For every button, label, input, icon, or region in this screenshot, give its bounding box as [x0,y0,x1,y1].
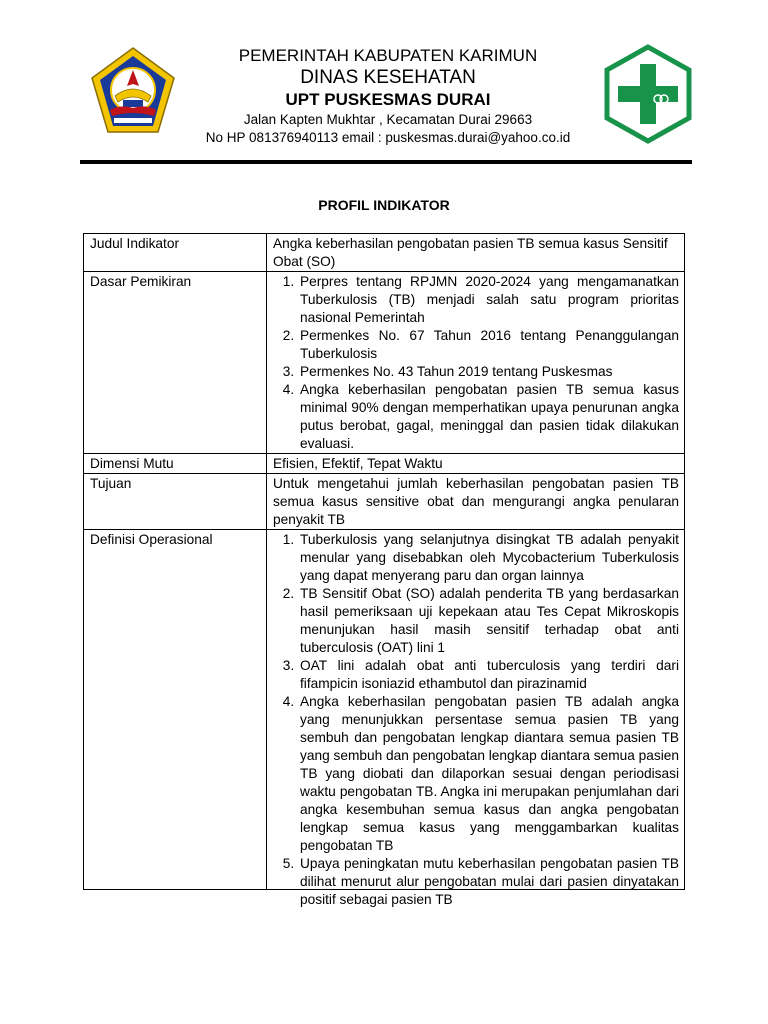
table-row [84,530,685,890]
facility-name: UPT PUSKESMAS DURAI [285,90,491,109]
row-label: Tujuan [84,474,267,530]
list-item [298,855,679,907]
list-item: 1. Tuberkulosis yang selanjutnya disingkat TB adalah penyakit menular yang disebabkan oleh Mycobacterium Tuberkulosis yang dapat menyerang paru dan organ lainnya [298,531,679,585]
table-row [84,474,685,530]
row-value [267,272,685,454]
row-label: Definisi Operasional [84,530,267,890]
row-label: Dasar Pemikiran [84,272,267,454]
row-value: Angka keberhasilan pengobatan pasien TB semua kasus Sensitif Obat (SO) [267,234,685,272]
basis-list [273,273,679,453]
table-row [84,272,685,454]
list-item: 4. Angka keberhasilan pengobatan pasien TB adalah angka yang menunjukkan persentase semua pasien TB yang sembuh dan pengobatan lengkap diantara semua pasien TB yang sembuh dan pengobatan lengkap diantara semua pasien TB yang diobati dan dilaporkan sesuai dengan periodisasi waktu pengobatan TB. Angka ini merupakan penjumlahan dari angka kesembuhan semua kasus dan angka pengobatan lengkap semua kasus yang menggambarkan kualitas pengobatan TB [298,693,679,855]
list-item-text: 5. Upaya peningkatan mutu keberhasilan pengobatan pasien TB dilihat menurut alur pengobatan mulai dari pasien dinyatakan positif sebagai pasien TB [300,856,679,907]
letterhead-divider [80,160,692,164]
list-item: 2. TB Sensitif Obat (SO) adalah penderita TB yang berdasarkan hasil pemeriksaan uji kepekaan atau Tes Cepat Mikroskopis menunjukan hasil masih sensitif terhadap obat anti tuberculosis (OAT) lini 1 [298,585,679,657]
list-item: 2. Permenkes No. 67 Tahun 2016 tentang Penanggulangan Tuberkulosis [298,327,679,363]
green-cross-logo-icon [604,44,692,144]
row-value [267,530,685,907]
definition-list [273,531,679,907]
department-name: DINAS KESEHATAN [300,67,476,88]
list-item: 1. Perpres tentang RPJMN 2020-2024 yang mengamanatkan Tuberkulosis (TB) menjadi salah satu program prioritas nasional Pemerintah [298,273,679,327]
indicator-profile-table [83,233,685,907]
row-value: Untuk mengetahui jumlah keberhasilan pengobatan pasien TB semua kasus sensitive obat dan mengurangi angka penularan penyakit TB [267,474,685,530]
letterhead-text [160,46,616,147]
list-item: 4. Angka keberhasilan pengobatan pasien TB semua kasus minimal 90% dengan memperhatikan upaya penurunan angka putus berobat, gagal, meninggal dan pasien tidak dilakukan evaluasi. [298,381,679,453]
row-label: Judul Indikator [84,234,267,272]
government-name: PEMERINTAH KABUPATEN KARIMUN [238,46,538,65]
document-title: PROFIL INDIKATOR [318,197,450,213]
letterhead [0,0,768,170]
list-item: 3. Permenkes No. 43 Tahun 2019 tentang Puskesmas [298,363,679,381]
table-row [84,454,685,474]
row-label: Dimensi Mutu [84,454,267,474]
contact-line: No HP 081376940113 email : puskesmas.durai@yahoo.co.id [205,130,571,145]
address-line: Jalan Kapten Mukhtar , Kecamatan Durai 29663 [243,112,533,127]
table-row [84,234,685,272]
list-item: 3. OAT lini adalah obat anti tuberculosis yang terdiri dari fifampicin isoniazid ethambutol dan pirazinamid [298,657,679,693]
row-value: Efisien, Efektif, Tepat Waktu [267,454,685,474]
